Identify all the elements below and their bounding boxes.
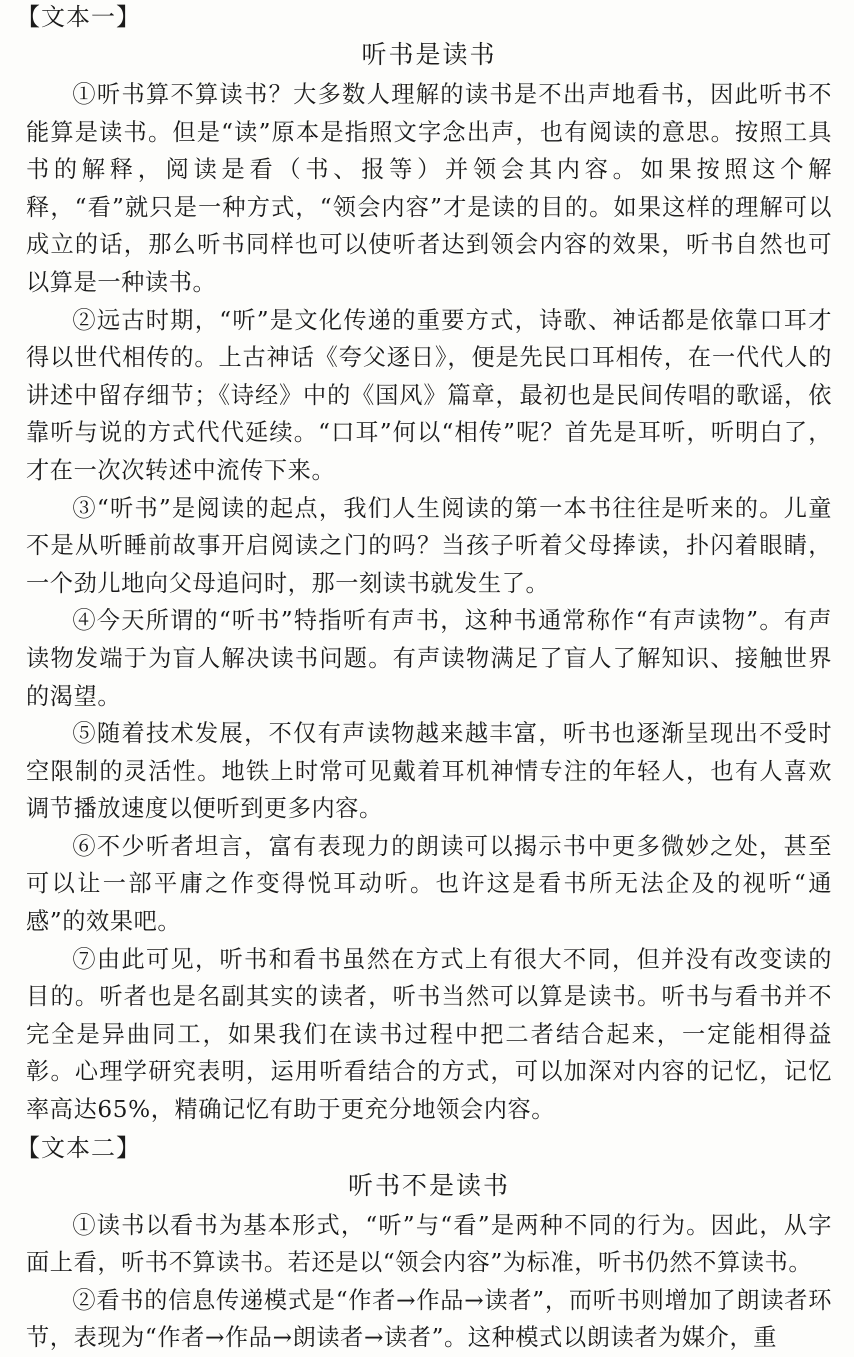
article-title-text1: 听书是读书 <box>361 40 497 69</box>
paragraph: ①听书算不算读书？大多数人理解的读书是不出声地看书，因此听书不能算是读书。但是“读”原本是指照文字念出声，也有阅读的意思。按照工具书的解释，阅读是看（书、报等）并领会其内容。如果按照这个解释，“看”就只是一种方式，“领会内容”才是读的目的。如果这样的理解可以成立的话，那么听书同样也可以使听者达到领会内容的效果，听书自然也可以算是一种读书。 <box>26 81 832 296</box>
paragraph: ⑦由此可见，听书和看书虽然在方式上有很大不同，但并没有改变读的目的。听者也是名副其实的读者，听书当然可以算是读书。听书与看书并不完全是异曲同工，如果我们在读书过程中把二者结合起来，一定能相得益彰。心理学研究表明，运用听看结合的方式，可以加深对内容的记忆，记忆率高达65%，精确记忆有助于更充分地领会内容。 <box>26 945 832 1124</box>
paragraph: ①读书以看书为基本形式，“听”与“看”是两种不同的行为。因此，从字面上看，听书不算读书。若还是以“领会内容”为标准，听书仍然不算读书。 <box>26 1211 832 1277</box>
section-label-text1: 【文本一】 <box>16 3 141 31</box>
paragraph: ⑥不少听者坦言，富有表现力的朗读可以揭示书中更多微妙之处，甚至可以让一部平庸之作变得悦耳动听。也许这是看书所无法企及的视听“通感”的效果吧。 <box>26 832 832 936</box>
paragraph: ④今天所谓的“听书”特指听有声书，这种书通常称作“有声读物”。有声读物发端于为盲人解决读书问题。有声读物满足了盲人了解知识、接触世界的渴望。 <box>26 607 832 710</box>
paragraph: ②远古时期，“听”是文化传递的重要方式，诗歌、神话都是依靠口耳才得以世代相传的。上古神话《夸父逐日》，便是先民口耳相传，在一代代人的讲述中留存细节；《诗经》中的《国风》篇章，最初也是民间传唱的歌谣，依靠听与说的方式代代延续。“口耳”何以“相传”呢？首先是耳听，听明白了，才在一次次转述中流传下来。 <box>26 306 832 484</box>
article-title-text2: 听书不是读书 <box>347 1170 510 1200</box>
paragraph: ②看书的信息传递模式是“作者→作品→读者”，而听书则增加了朗读者环节，表现为“作者→作品→朗读者→读者”。这种模式以朗读者为媒介，重 <box>26 1286 832 1352</box>
paragraph: ⑤随着技术发展，不仅有声读物越来越丰富，听书也逐渐呈现出不受时空限制的灵活性。地铁上时常可见戴着耳机神情专注的年轻人，也有人喜欢调节播放速度以便听到更多内容。 <box>26 720 832 823</box>
paragraph: ③“听书”是阅读的起点，我们人生阅读的第一本书往往是听来的。儿童不是从听睡前故事开启阅读之门的吗？当孩子听着父母捧读，扑闪着眼睛，一个劲儿地向父母追问时，那一刻读书就发生了。 <box>26 494 832 597</box>
section-label-text2: 【文本二】 <box>16 1133 141 1162</box>
